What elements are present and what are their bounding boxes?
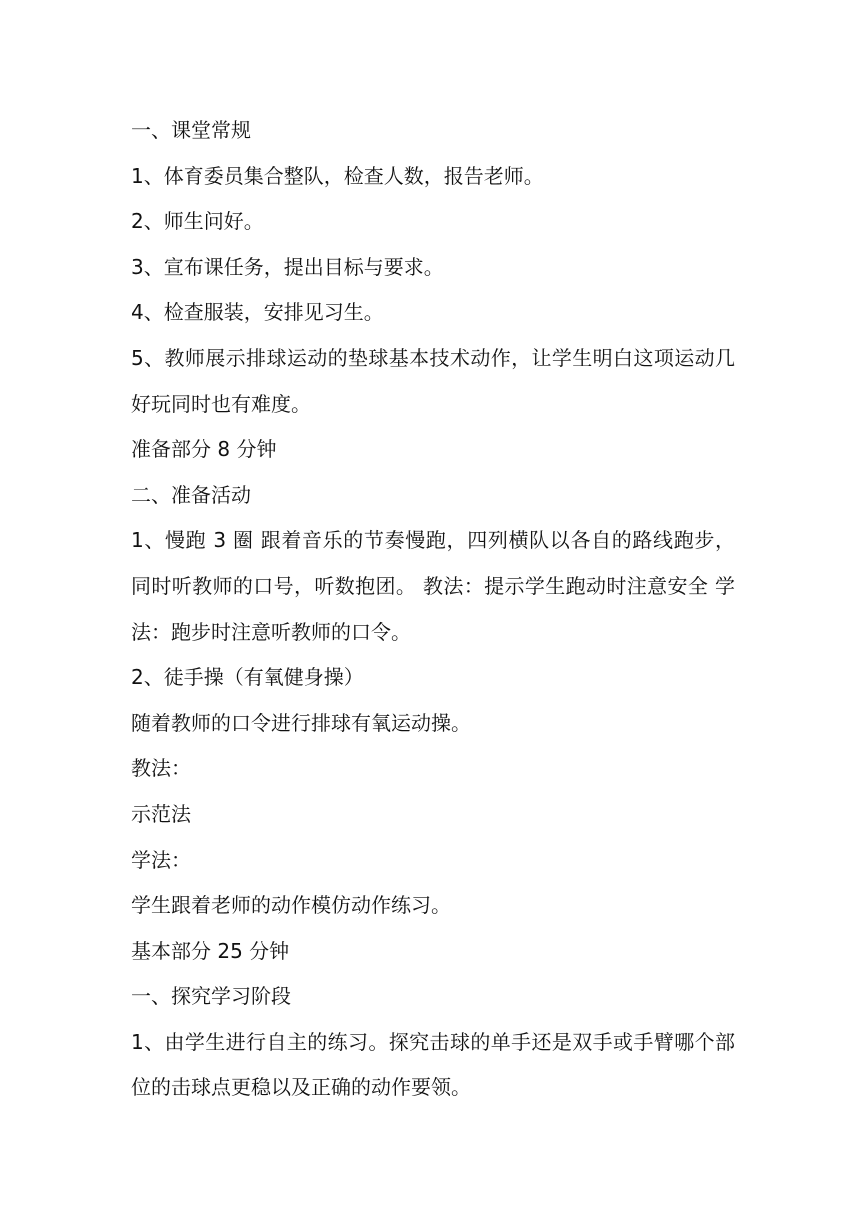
list-item: 2、师生问好。: [131, 209, 264, 234]
document-body: [131, 108, 735, 1111]
section-heading-classroom-routine: 一、课堂常规: [131, 118, 251, 142]
teaching-method-label: 教法：: [131, 756, 191, 781]
list-item: 1、体育委员集合整队，检查人数，报告老师。: [131, 163, 544, 188]
section-label-basic-time: 基本部分 25 分钟: [131, 938, 290, 963]
list-item: 2、徒手操（有氧健身操）: [131, 665, 364, 690]
list-item: 1、慢跑 3 圈 跟着音乐的节奏慢跑，四列横队以各自的路线跑步，同时听教师的口号，听数抱团。 教法：提示学生跑动时注意安全 学法：跑步时注意听教师的口令。: [131, 528, 735, 644]
learning-method-label: 学法：: [131, 847, 191, 872]
learning-method-value: 学生跟着老师的动作模仿动作练习。: [131, 893, 451, 918]
body-paragraph: 随着教师的口令进行排球有氧运动操。: [131, 710, 471, 735]
list-item: 4、检查服装，安排见习生。: [131, 300, 384, 325]
list-item: 1、由学生进行自主的练习。探究击球的单手还是双手或手臂哪个部位的击球点更稳以及正确的动作要领。: [131, 1029, 735, 1100]
list-item: 5、教师展示排球运动的垫球基本技术动作，让学生明白这项运动几好玩同时也有难度。: [131, 345, 735, 416]
teaching-method-value: 示范法: [131, 801, 191, 826]
list-item: 3、宣布课任务，提出目标与要求。: [131, 254, 444, 279]
section-heading-exploration: 一、探究学习阶段: [131, 984, 291, 1009]
section-label-preparation-time: 准备部分 8 分钟: [131, 437, 277, 462]
section-heading-warmup: 二、准备活动: [131, 482, 251, 507]
